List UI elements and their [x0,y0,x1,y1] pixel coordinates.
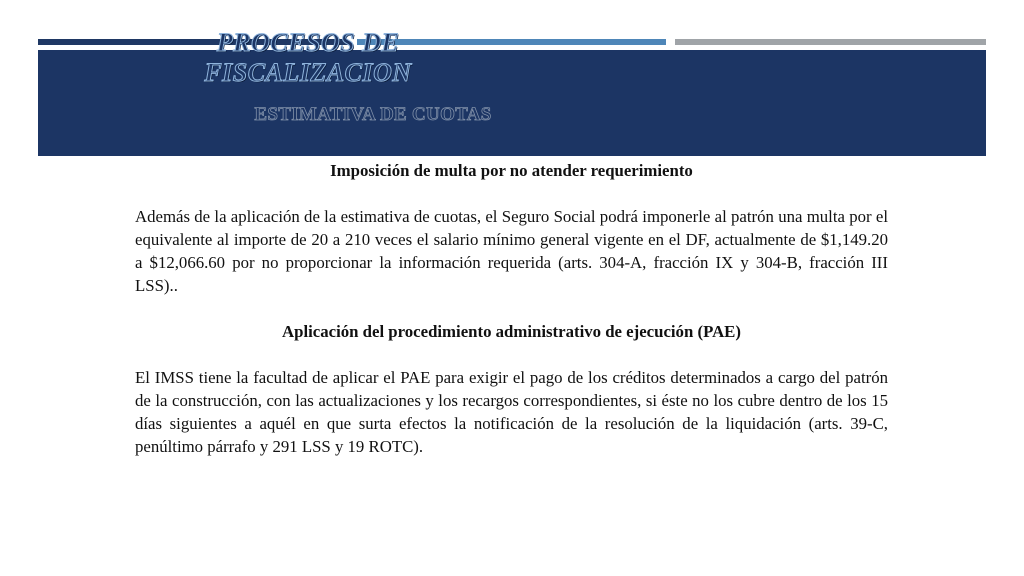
slide-title [38,28,578,88]
spacer [135,343,888,366]
title-banner [38,28,986,156]
slide-title-line2: FISCALIZACION [204,58,412,87]
section-body-pae: El IMSS tiene la facultad de aplicar el PAE para exigir el pago de los créditos determinados a cargo del patrón de la construcción, con las actualizaciones y los recargos correspondientes, si éste no los cubre dentro de los 15 días siguientes a aquél en que surta efectos la notificación de la resolución de la liquidación (arts. 39-C, penúltimo párrafo y 291 LSS y 19 ROTC). [135,368,888,456]
spacer [135,182,888,205]
section-heading-multa: Imposición de multa por no atender requerimiento [330,161,693,180]
slide-title-line1: PROCESOS DE [216,28,400,57]
slide-body [135,159,888,458]
spacer [135,297,888,320]
section-heading-pae: Aplicación del procedimiento administrativo de ejecución (PAE) [282,322,741,341]
accent-stripe-gray [675,39,986,45]
section-body-multa: Además de la aplicación de la estimativa de cuotas, el Seguro Social podrá imponerle al patrón una multa por el equivalente al importe de 20 a 210 veces el salario mínimo general vigente en el DF, actualmente de $1,149.20 a $12,066.60 por no proporcionar la información requerida (arts. 304-A, fracción IX y 304-B, fracción III LSS).. [135,207,888,295]
slide-subtitle: ESTIMATIVA DE CUOTAS [254,104,492,125]
